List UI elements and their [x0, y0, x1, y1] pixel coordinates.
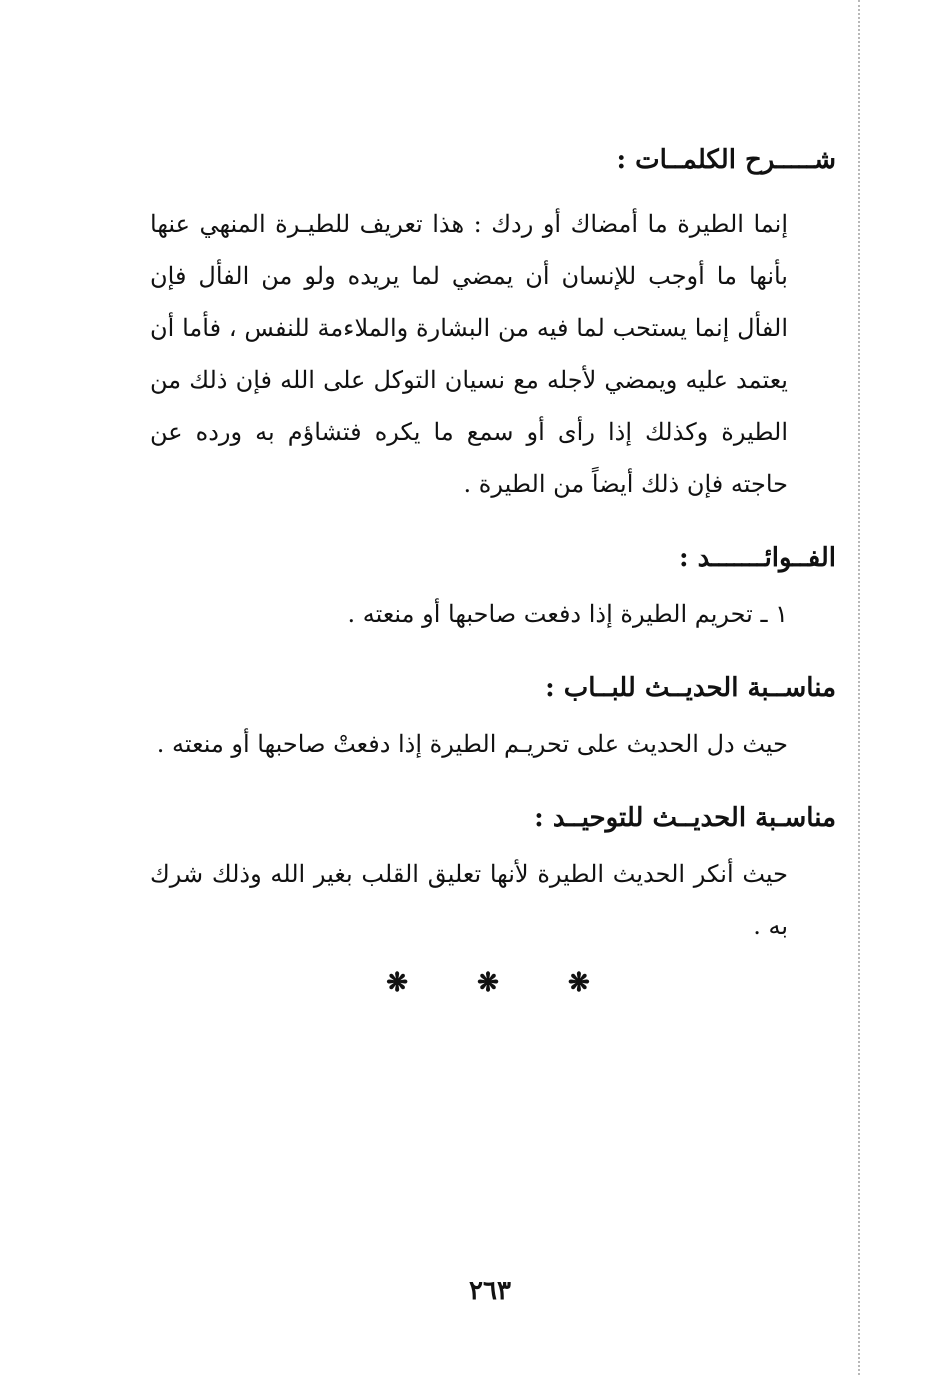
chapter-relevance-text: حيث دل الحديث على تحريـم الطيرة إذا دفعتْ صاحبها أو منعته .	[156, 730, 788, 758]
benefit-item-1: ١ ـ تحريم الطيرة إذا دفعت صاحبها أو منعته .	[347, 600, 788, 628]
page-number: ٢٦٣	[469, 1276, 511, 1306]
tawheed-relevance-text: حيث أنكر الحديث الطيرة لأنها تعليق القلب بغير الله وذلك شرك به .	[150, 860, 788, 940]
page-content	[150, 130, 836, 998]
chapter-relevance-heading: مناســبة الحديــث للبــاب :	[545, 673, 836, 703]
page-margin-dotted-line	[858, 0, 860, 1375]
words-explanation-heading: شـــــرح الكلمــات :	[616, 145, 836, 175]
section-separator-stars: ❋ ❋ ❋	[386, 968, 620, 998]
benefits-heading: الفــوائـــــــد :	[678, 543, 836, 573]
tawheed-relevance-heading: مناسـبة الحديــث للتوحيــد :	[534, 803, 836, 833]
words-explanation-text: إنما الطيرة ما أمضاك أو ردك : هذا تعريف للطيـرة المنهي عنها بأنها ما أوجب للإنسان أن يمضي لما يريده ولو من الفأل فإن الفأل إنما يستحب لما فيه من البشارة والملاءمة للنفس ، فأما أن يعتمد عليه ويمضي لأجله مع نسيان التوكل على الله فإن ذلك من الطيرة وكذلك إذا رأى أو سمع ما يكره فتشاؤم به ورده عن حاجته فإن ذلك أيضاً من الطيرة .	[150, 210, 788, 498]
